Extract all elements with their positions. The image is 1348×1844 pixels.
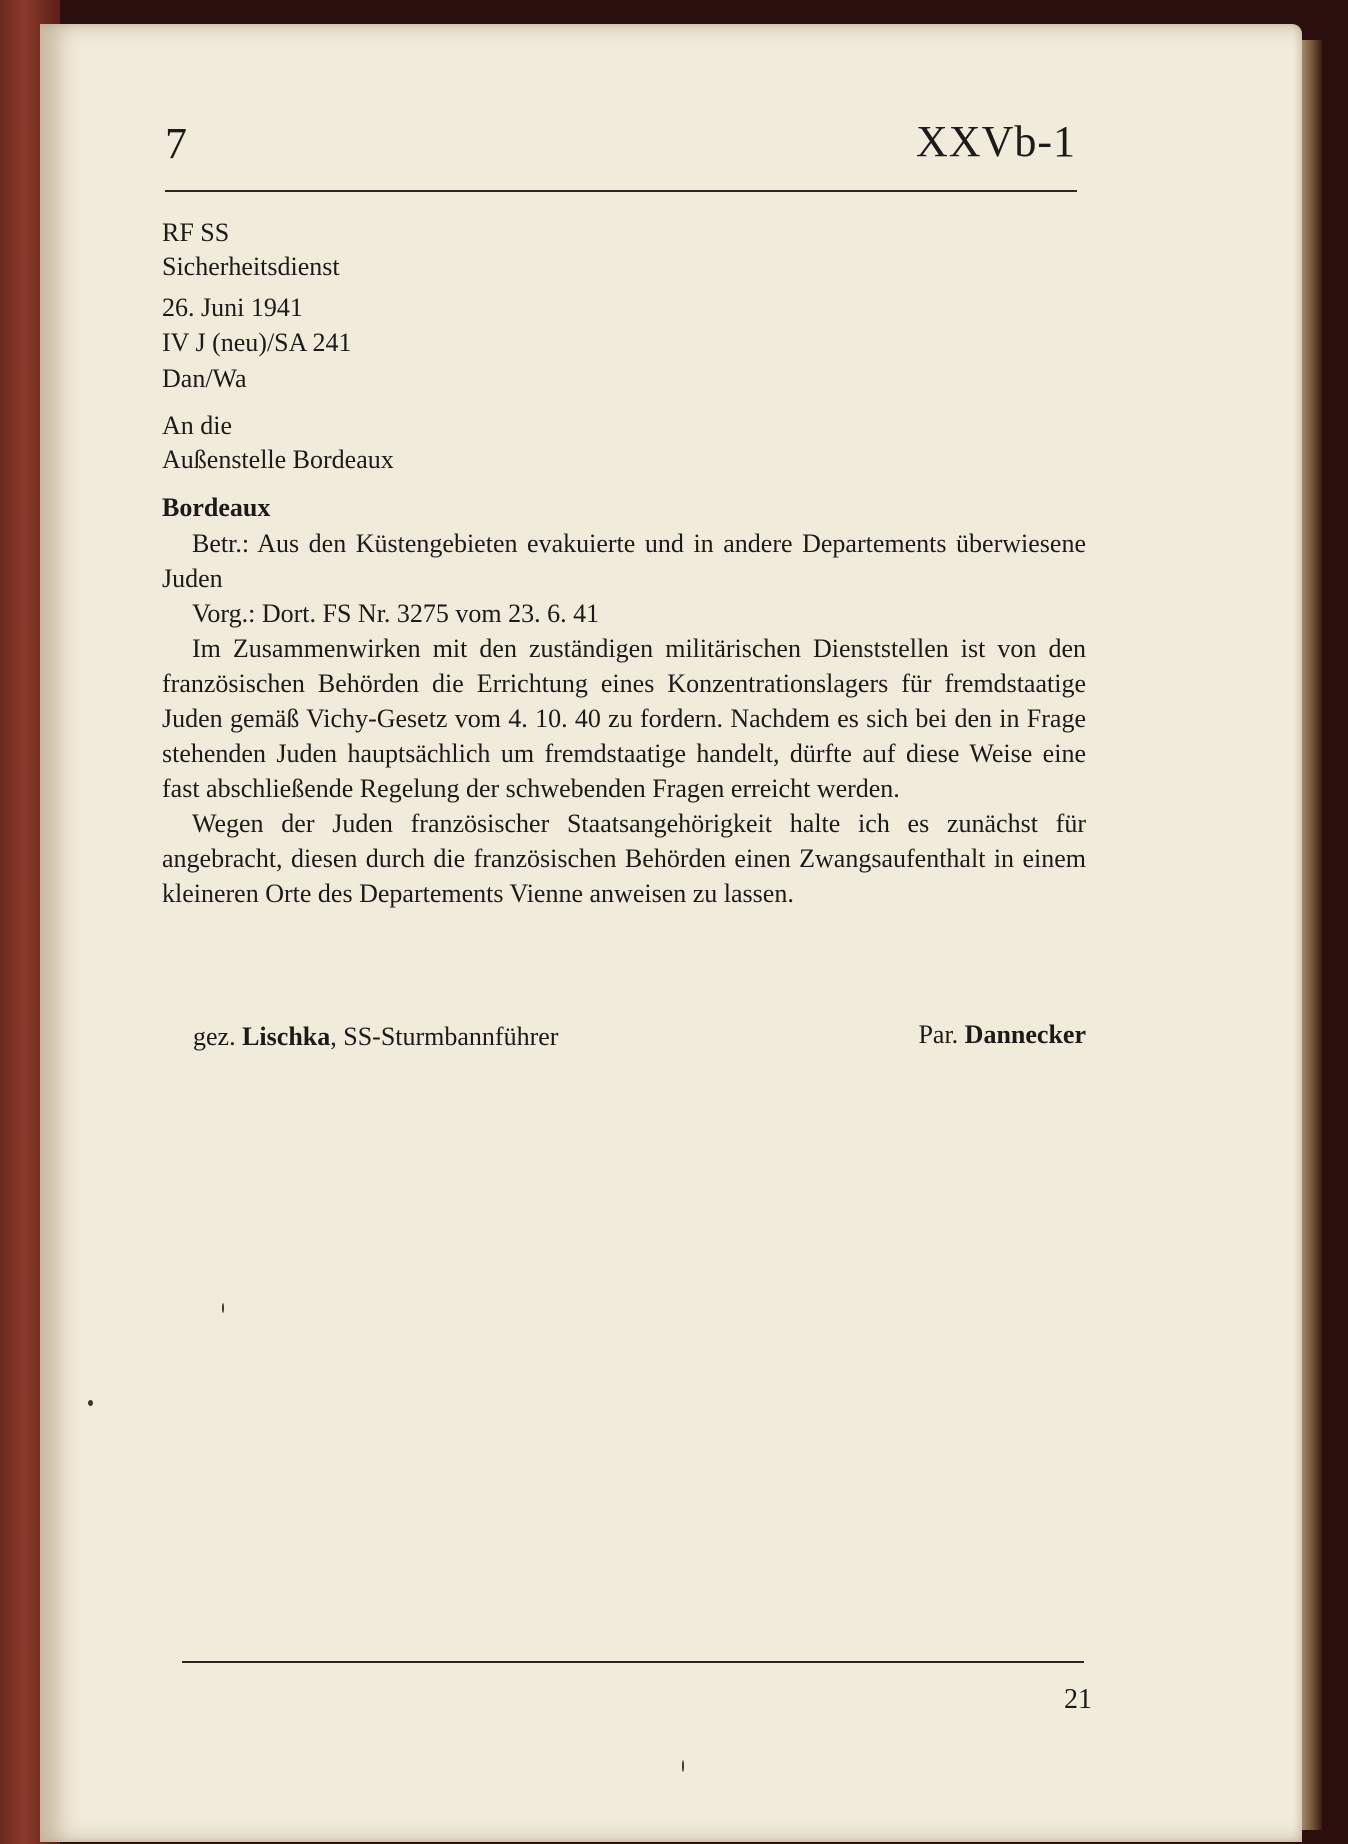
sender-service: Sicherheitsdienst — [162, 252, 340, 281]
signature-left-name: Lischka — [242, 1022, 331, 1051]
sender-org: RF SS — [162, 218, 230, 247]
letter-body — [162, 526, 1086, 911]
header-divider — [165, 190, 1077, 192]
recipient-office: Außenstelle Bordeaux — [162, 445, 394, 474]
signature-right-prefix: Par. — [918, 1020, 959, 1049]
document-number: 7 — [165, 119, 187, 168]
recipient-salutation: An die — [162, 411, 233, 440]
subject-line: Betr.: Aus den Küstengebieten evakuierte und in andere Departements überwiesene Juden — [162, 529, 1086, 593]
signature-right-name: Dannecker — [964, 1020, 1086, 1049]
file-reference: IV J (neu)/SA 241 — [162, 328, 352, 357]
signature-left-prefix: gez. — [193, 1022, 236, 1051]
previous-reference: Vorg.: Dort. FS Nr. 3275 vom 23. 6. 41 — [192, 599, 600, 628]
paper-speck — [222, 1303, 224, 1313]
signature-left-rank: , SS-Sturmbannführer — [330, 1022, 559, 1051]
body-paragraph-1: Im Zusammenwirken mit den zuständigen militärischen Dienststellen ist von den französischen Behörden die Errichtung eines Konzentrationslagers für fremdstaatige Juden gemäß Vichy-Gesetz vom 4. 10. 40 zu fordern. Nachdem es sich bei den in Frage stehenden Juden hauptsächlich um fremdstaatige handelt, dürfte auf diese Weise eine fast abschließende Regelung der schwebenden Fragen erreicht werden. — [162, 634, 1086, 803]
page-edge — [1302, 40, 1322, 1830]
body-paragraph-2: Wegen der Juden französischer Staatsangehörigkeit halte ich es zunächst für angebracht, diesen durch die französischen Behörden einen Zwangsaufenthalt in einem kleineren Orte des Departements Vienne anweisen zu lassen. — [162, 809, 1086, 908]
recipient-city: Bordeaux — [162, 493, 271, 522]
document-code: XXVb-1 — [916, 117, 1076, 166]
letter-date: 26. Juni 1941 — [162, 293, 303, 322]
signature-right — [918, 1020, 1086, 1050]
signature-left — [193, 1022, 558, 1052]
paper-speck — [682, 1760, 684, 1772]
page-number: 21 — [1064, 1684, 1092, 1715]
footer-divider — [182, 1661, 1084, 1663]
author-initials: Dan/Wa — [162, 364, 247, 393]
paper-speck — [88, 1400, 93, 1406]
